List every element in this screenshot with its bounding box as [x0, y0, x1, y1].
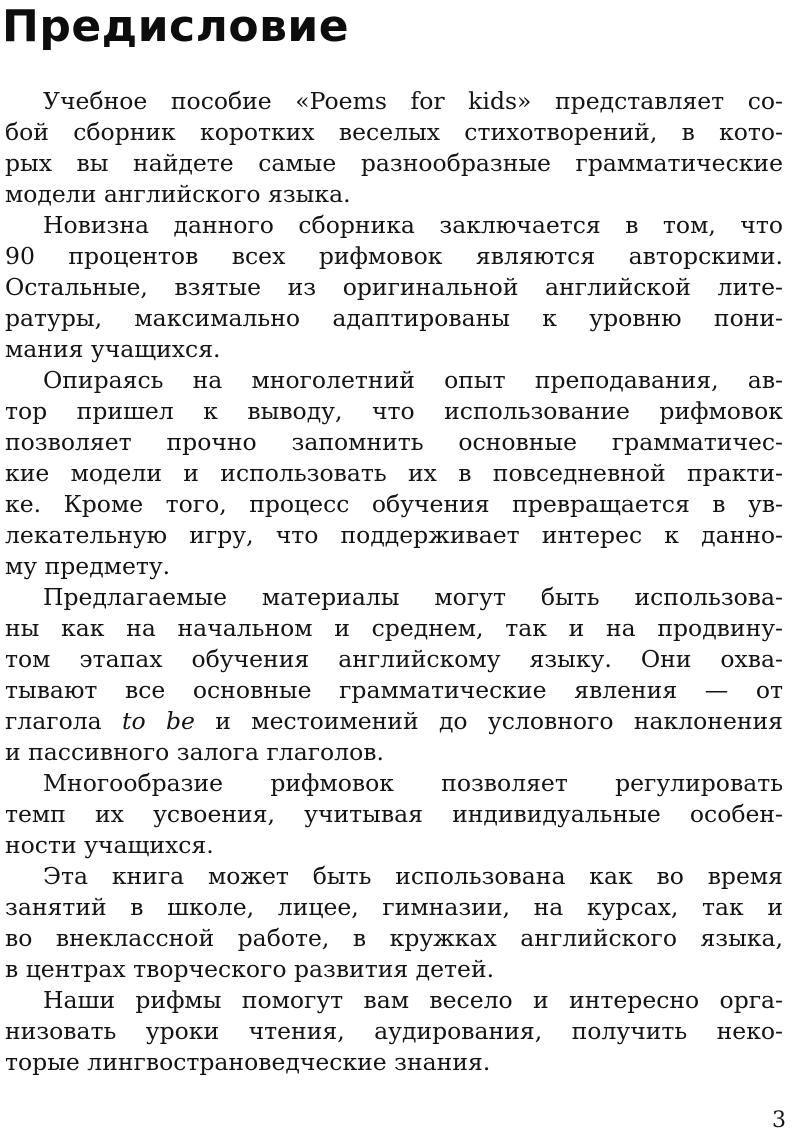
text-line: ратуры, максимально адаптированы к уровню пони-: [5, 304, 783, 332]
preface-body: [5, 86, 783, 1078]
page-number: 3: [772, 1108, 786, 1133]
text-line: мания учащихся.: [5, 335, 221, 363]
paragraph: [5, 768, 783, 861]
text-line: во внеклассной работе, в кружках английского языка,: [5, 924, 783, 952]
page-title: Предисловие: [2, 1, 350, 52]
text-line: Предлагаемые материалы могут быть использова-: [43, 583, 783, 611]
text-segment: глагола: [5, 707, 123, 735]
text-line: модели английского языка.: [5, 180, 351, 208]
italic-term: to be: [122, 707, 195, 735]
paragraph: [5, 861, 783, 985]
text-line: позволяет прочно запомнить основные грамматичес-: [5, 428, 783, 456]
paragraph: [5, 582, 783, 768]
text-line: бой сборник коротких веселых стихотворений, в кото-: [5, 118, 783, 146]
text-line: Эта книга может быть использована как во время: [43, 862, 783, 890]
paragraph: [5, 365, 783, 582]
text-line: низовать уроки чтения, аудирования, получить неко-: [5, 1017, 783, 1045]
paragraph: [5, 210, 783, 365]
text-segment: и местоимений до условного наклонения: [194, 707, 784, 735]
text-line: лекательную игру, что поддерживает интерес к данно-: [5, 521, 783, 549]
text-line: Наши рифмы помогут вам весело и интересно орга-: [43, 986, 783, 1014]
text-line: ности учащихся.: [5, 831, 214, 859]
text-line: [5, 706, 783, 737]
text-line: торые лингвострановедческие знания.: [5, 1048, 491, 1076]
text-line: тор пришел к выводу, что использование рифмовок: [5, 397, 783, 425]
text-line: темп их усвоения, учитывая индивидуальные особен-: [5, 800, 783, 828]
text-line: том этапах обучения английскому языку. Они охва-: [5, 645, 783, 673]
text-line: ке. Кроме того, процесс обучения превращается в ув-: [5, 490, 783, 518]
text-line: ны как на начальном и среднем, так и на продвину-: [5, 614, 783, 642]
text-line: занятий в школе, лицее, гимназии, на курсах, так и: [5, 893, 783, 921]
paragraph: [5, 985, 783, 1078]
text-line: Опираясь на многолетний опыт преподавания, ав-: [43, 366, 783, 394]
text-line: тывают все основные грамматические явления — от: [5, 676, 783, 704]
text-line: и пассивного залога глаголов.: [5, 738, 384, 766]
text-line: 90 процентов всех рифмовок являются авторскими.: [5, 242, 783, 270]
paragraph: [5, 86, 783, 210]
text-line: в центрах творческого развития детей.: [5, 955, 495, 983]
text-line: кие модели и использовать их в повседневной практи-: [5, 459, 783, 487]
text-line: Многообразие рифмовок позволяет регулировать: [43, 769, 783, 797]
text-line: Новизна данного сборника заключается в том, что: [43, 211, 783, 239]
text-line: Учебное пособие «Poems for kids» представляет со-: [43, 87, 783, 115]
text-line: му предмету.: [5, 552, 171, 580]
text-line: Остальные, взятые из оригинальной английской лите-: [5, 273, 783, 301]
text-line: рых вы найдете самые разнообразные грамматические: [5, 149, 783, 177]
